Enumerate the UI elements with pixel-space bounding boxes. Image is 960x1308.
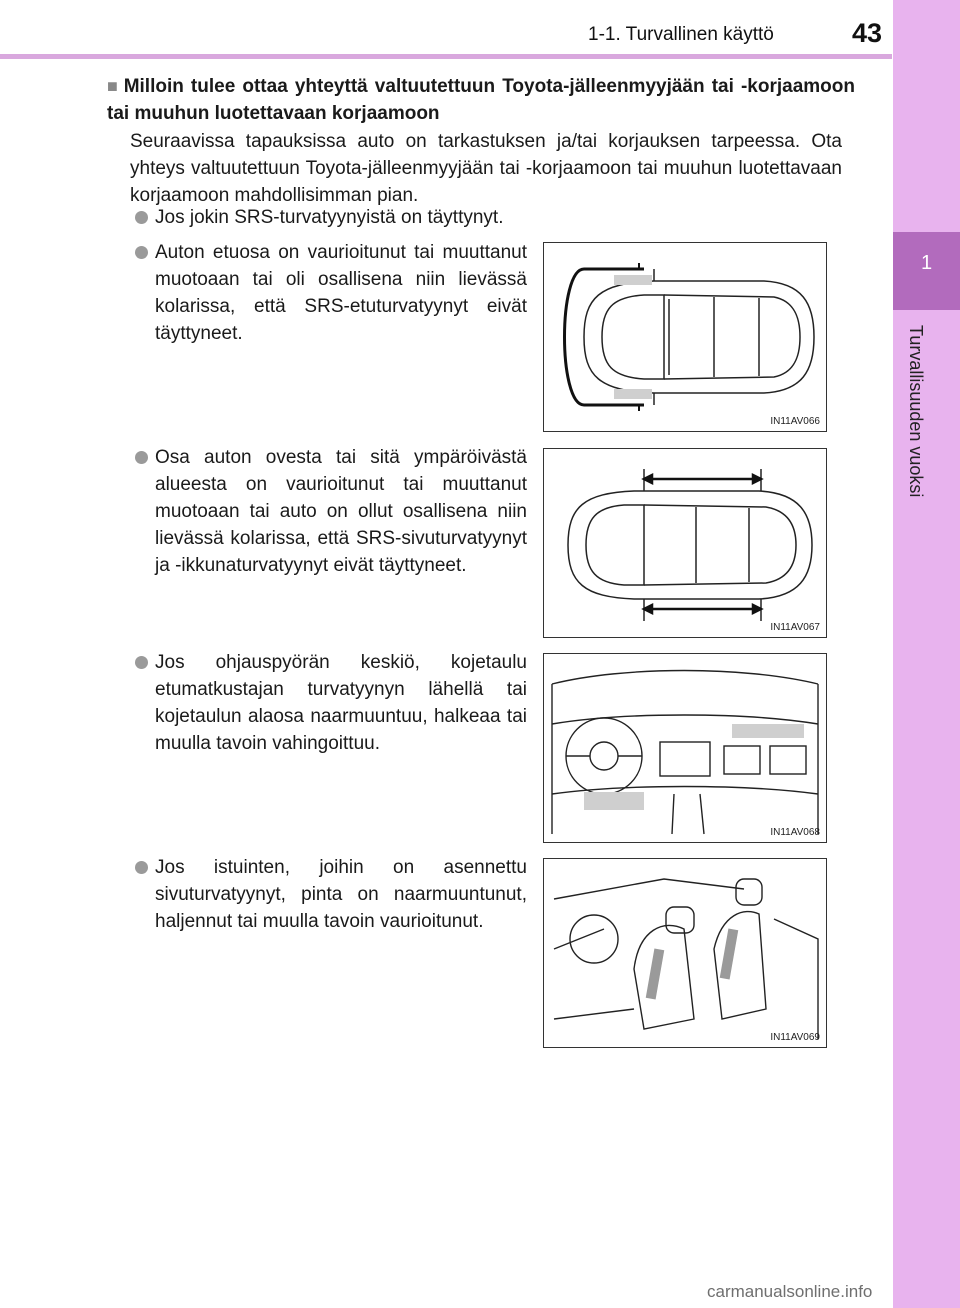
bullet-dot-icon (135, 861, 148, 874)
figure-code: IN11AV068 (770, 827, 820, 838)
figure-dashboard (543, 653, 827, 843)
bullet-dot-icon (135, 211, 148, 224)
list-item (155, 204, 855, 231)
figure-side-damage (543, 448, 827, 638)
list-item (155, 854, 527, 935)
dashboard-illustration (544, 654, 826, 842)
car-top-view-front-illustration (544, 243, 826, 431)
list-item-text: Jos ohjauspyörän keskiö, kojetaulu etumatkustajan turvatyynyn lähellä tai kojetaulun alaosa naarmuuntuu, halkeaa tai muulla tavoin vahingoittuu. (155, 652, 527, 754)
list-item-text: Osa auton ovesta tai sitä ympäröivästä alueesta on vaurioitunut tai muuttanut muotoaan tai auto on ollut osallisena niin lievässä kolarissa, että SRS-sivuturvatyynyt ja -ikkunaturvatyynyt eivät täyttyneet. (155, 447, 527, 576)
list-item (155, 649, 527, 757)
figure-code: IN11AV066 (770, 416, 820, 427)
list-item (155, 239, 527, 347)
bullet-dot-icon (135, 246, 148, 259)
footer-watermark[interactable]: carmanualsonline.info (707, 1282, 873, 1301)
list-item-text: Jos jokin SRS-turvatyynyistä on täyttynyt. (155, 207, 504, 228)
list-item-text: Jos istuinten, joihin on asennettu sivuturvatyynyt, pinta on naarmuuntunut, haljennut tai muulla tavoin vaurioitunut. (155, 857, 527, 932)
square-bullet-icon: ■ (107, 76, 120, 96)
bullet-dot-icon (135, 451, 148, 464)
seats-illustration (544, 859, 826, 1047)
figure-front-damage (543, 242, 827, 432)
page-number: 43 (852, 18, 883, 48)
section-heading-text: Milloin tulee ottaa yhteyttä valtuutettuun Toyota-jälleenmyyjään tai -korjaamoon tai muuhun luotettavaan korjaamoon (107, 76, 855, 124)
chapter-title: Turvallisuuden vuoksi (906, 325, 926, 498)
header-rule (0, 54, 892, 59)
figure-code: IN11AV069 (770, 1032, 820, 1043)
bullet-dot-icon (135, 656, 148, 669)
figure-code: IN11AV067 (770, 622, 820, 633)
list-item-text: Auton etuosa on vaurioitunut tai muuttanut muotoaan tai oli osallisena niin lievässä kolarissa, että SRS-etuturvatyynyt eivät täyttyneet. (155, 242, 527, 344)
car-top-view-side-illustration (544, 449, 826, 637)
running-header-title: 1-1. Turvallinen käyttö (588, 24, 774, 45)
figure-seats (543, 858, 827, 1048)
chapter-side-tab (893, 0, 960, 1308)
list-item (155, 444, 527, 579)
chapter-number: 1 (920, 252, 933, 274)
section-heading (107, 73, 855, 127)
intro-paragraph: Seuraavissa tapauksissa auto on tarkastuksen ja/tai korjauksen tarpeessa. Ota yhteys valtuutettuun Toyota-jälleenmyyjään tai -korjaamoon tai muuhun luotettavaan korjaamoon mahdollisimman pian. (130, 131, 842, 206)
